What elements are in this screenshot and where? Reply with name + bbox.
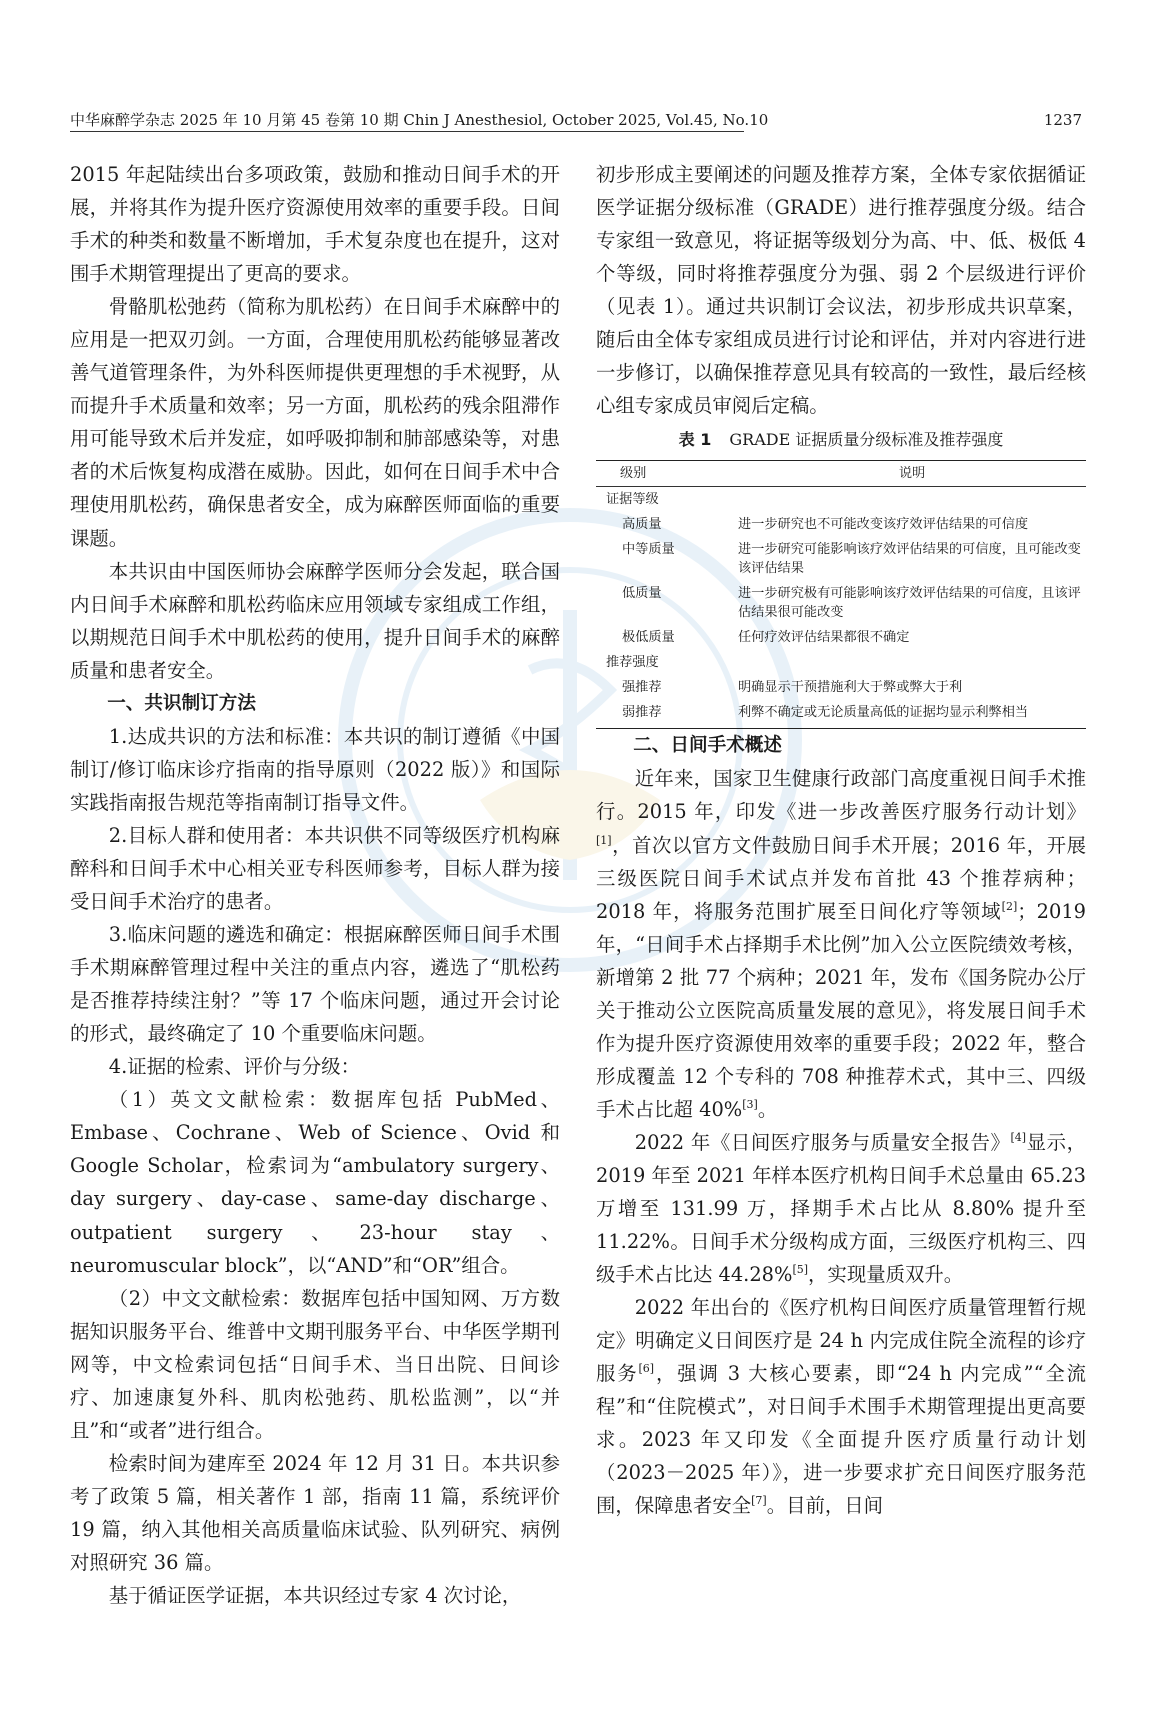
table-cell-level: 中等质量 — [622, 542, 675, 558]
table-title: GRADE 证据质量分级标准及推荐强度 — [729, 430, 1004, 450]
table-row — [596, 675, 1086, 700]
grade-table — [596, 460, 1086, 729]
column-header-description: 说明 — [738, 461, 1086, 487]
table-row — [596, 700, 1086, 729]
table-cell-description: 进一步研究可能影响该疗效评估结果的可信度，且可能改变该评估结果 — [738, 542, 1081, 577]
text-run: 显示，2019 年至 2021 年样本医疗机构日间手术总量由 65.23 万增至 131.99 万，择期手术占比从 8.80% 提升至 11.22%。日间手术分级构成方面，三级医疗机构三、四级手术占比达 44.28% — [596, 1130, 1087, 1287]
section-heading: 一、共识制订方法 — [107, 692, 256, 714]
citation-ref: [6] — [638, 1362, 655, 1376]
table-cell-description: 进一步研究也不可能改变该疗效评估结果的可信度 — [738, 517, 1029, 533]
table-group-row — [596, 487, 1086, 513]
paragraph: 3.临床问题的遴选和确定：根据麻醉医师日间手术围手术期麻醉管理过程中关注的重点内容，遴选了“肌松药是否推荐持续注射？”等 17 个临床问题，通过开会讨论的形式，最终确定了 10 个重要临床问题。 — [70, 923, 560, 1046]
text-run: ，首次以官方文件鼓励日间手术开展；2016 年，开展三级医院日间手术试点并发布首批 43 个推荐病种；2018 年，将服务范围扩展至日间化疗等领域 — [596, 833, 1086, 923]
table-group-row — [596, 650, 1086, 675]
paragraph: （2）中文文献检索：数据库包括中国知网、万方数据知识服务平台、维普中文期刊服务平台、中华医学期刊网等，中文检索词包括“日间手术、当日出院、日间诊疗、加速康复外科、肌肉松弛药、肌松监测”，以“并且”和“或者”进行组合。 — [70, 1286, 560, 1442]
table-cell-level: 极低质量 — [622, 630, 675, 646]
citation-ref: [7] — [751, 1494, 767, 1508]
table-group-label: 推荐强度 — [606, 655, 659, 671]
table-cell-level: 低质量 — [622, 586, 662, 602]
table-label: 表 1 — [678, 430, 712, 450]
text-run: 2022 年出台的《医疗机构日间医疗质量管理暂行规定》明确定义日间医疗是 24 h 内完成住院全流程的诊疗服务 — [596, 1296, 1086, 1386]
table-row — [596, 512, 1086, 537]
text-run: 2022 年《日间医疗服务与质量安全报告》 — [634, 1130, 1011, 1154]
left-column — [70, 158, 560, 1612]
table-row — [596, 625, 1086, 650]
citation-ref: [3] — [742, 1097, 758, 1111]
paragraph: 检索时间为建库至 2024 年 12 月 31 日。本共识参考了政策 5 篇，相关著作 1 部，指南 11 篇，系统评价 19 篇，纳入其他相关高质量临床试验、队列研究、病例对照研究 36 篇。 — [70, 1451, 560, 1574]
paragraph: 1.达成共识的方法和标准：本共识的制订遵循《中国制订/修订临床诊疗指南的指导原则（2022 版）》和国际实践指南报告规范等指南制订指导文件。 — [70, 724, 560, 814]
table-row — [596, 581, 1086, 625]
text-run: 。目前，日间 — [766, 1494, 884, 1518]
running-header — [70, 110, 1082, 132]
table-caption — [596, 424, 1086, 456]
text-run: ，实现量质双升。 — [808, 1263, 964, 1287]
paragraph: 基于循证医学证据，本共识经过专家 4 次讨论， — [108, 1584, 522, 1608]
paragraph: 2015 年起陆续出台多项政策，鼓励和推动日间手术的开展，并将其作为提升医疗资源使用效率的重要手段。日间手术的种类和数量不断增加，手术复杂度也在提升，这对围手术期管理提出了更高的要求。 — [70, 163, 560, 286]
paragraph — [596, 1291, 1086, 1522]
citation-ref: [1] — [596, 833, 612, 847]
text-run: 。 — [757, 1097, 778, 1121]
paragraph: 初步形成主要阐述的问题及推荐方案，全体专家依据循证医学证据分级标准（GRADE）进行推荐强度分级。结合专家组一致意见，将证据等级划分为高、中、低、极低 4 个等级，同时将推荐强度分为强、弱 2 个层级进行评价（见表 1）。通过共识制订会议法，初步形成共识草案，随后由全体专家组成员进行讨论和评估，并对内容进行进一步修订，以确保推荐意见具有较高的一致性，最后经核心组专家成员审阅后定稿。 — [596, 163, 1086, 418]
text-run: ；2019 年，“日间手术占择期手术比例”加入公立医院绩效考核，新增第 2 批 77 个病种；2021 年，发布《国务院办公厅关于推动公立医院高质量发展的意见》，将发展日间手术作为提升医疗资源使用效率的重要手段；2022 年，整合形成覆盖 12 个专科的 708 种推荐术式，其中三、四级手术占比超 40% — [596, 899, 1086, 1121]
table-cell-description: 明确显示干预措施利大于弊或弊大于利 — [738, 680, 963, 696]
left-body-text — [70, 158, 560, 1612]
citation-ref: [2] — [1001, 899, 1018, 913]
right-body-text — [596, 762, 1086, 1522]
table-body — [596, 487, 1086, 729]
text-run: 近年来，国家卫生健康行政部门高度重视日间手术推行。2015 年，印发《进一步改善医疗服务行动计划》 — [596, 767, 1086, 824]
table-row — [596, 537, 1086, 581]
table-cell-description: 进一步研究极有可能影响该疗效评估结果的可信度，且该评估结果很可能改变 — [738, 586, 1081, 621]
table-cell-description: 利弊不确定或无论质量高低的证据均显示利弊相当 — [738, 700, 1086, 729]
journal-citation: 中华麻醉学杂志 2025 年 10 月第 45 卷第 10 期 Chin J Anesthesiol, October 2025, Vol.45, No.10 — [70, 111, 769, 129]
table-cell-description: 任何疗效评估结果都很不确定 — [738, 630, 910, 646]
paragraph: 2.目标人群和使用者：本共识供不同等级医疗机构麻醉科和日间手术中心相关亚专科医师参考，目标人群为接受日间手术治疗的患者。 — [70, 823, 560, 914]
text-run: ，强调 3 大核心要素，即“24 h 内完成”“全流程”和“住院模式”，对日间手术围手术期管理提出更高要求。2023 年又印发《全面提升医疗质量行动计划（2023－2025 年）》，进一步要求扩充日间医疗服务范围，保障患者安全 — [596, 1362, 1086, 1518]
section-heading: 二、日间手术概述 — [633, 735, 782, 757]
paragraph — [596, 762, 1086, 1126]
table-cell-level: 强推荐 — [622, 680, 662, 696]
citation-ref: [5] — [792, 1263, 809, 1277]
paragraph: 本共识由中国医师协会麻醉学医师分会发起，联合国内日间手术麻醉和肌松药临床应用领域专家组成工作组，以期规范日间手术中肌松药的使用，提升日间手术的麻醉质量和患者安全。 — [70, 559, 560, 682]
citation-ref: [4] — [1010, 1130, 1027, 1144]
paragraph: 骨骼肌松弛药（简称为肌松药）在日间手术麻醉中的应用是一把双刃剑。一方面，合理使用肌松药能够显著改善气道管理条件，为外科医师提供更理想的手术视野，从而提升手术质量和效率；另一方面，肌松药的残余阻滞作用可能导致术后并发症，如呼吸抑制和肺部感染等，对患者的术后恢复构成潜在威胁。因此，如何在日间手术中合理使用肌松药，确保患者安全，成为麻醉医师面临的重要课题。 — [70, 295, 560, 550]
table-group-label: 证据等级 — [606, 492, 659, 508]
table-cell-level: 弱推荐 — [596, 700, 738, 729]
table-cell-level: 高质量 — [622, 517, 662, 533]
paragraph: （1）英文文献检索：数据库包括 PubMed、Embase、Cochrane、Web of Science、Ovid 和 Google Scholar，检索词为“ambulatory surgery、day surgery、day-case、same-day discharge、outpatient surgery、23-hour stay、neuromuscular block”，以“AND”和“OR”组合。 — [70, 1088, 560, 1277]
paragraph: 4.证据的检索、评价与分级： — [108, 1055, 360, 1079]
page-number: 1237 — [1043, 111, 1082, 129]
right-column — [596, 158, 1086, 1523]
column-header-level: 级别 — [596, 461, 738, 487]
paragraph — [596, 1126, 1086, 1291]
table-header-row — [596, 461, 1086, 487]
header-rule — [70, 131, 744, 132]
